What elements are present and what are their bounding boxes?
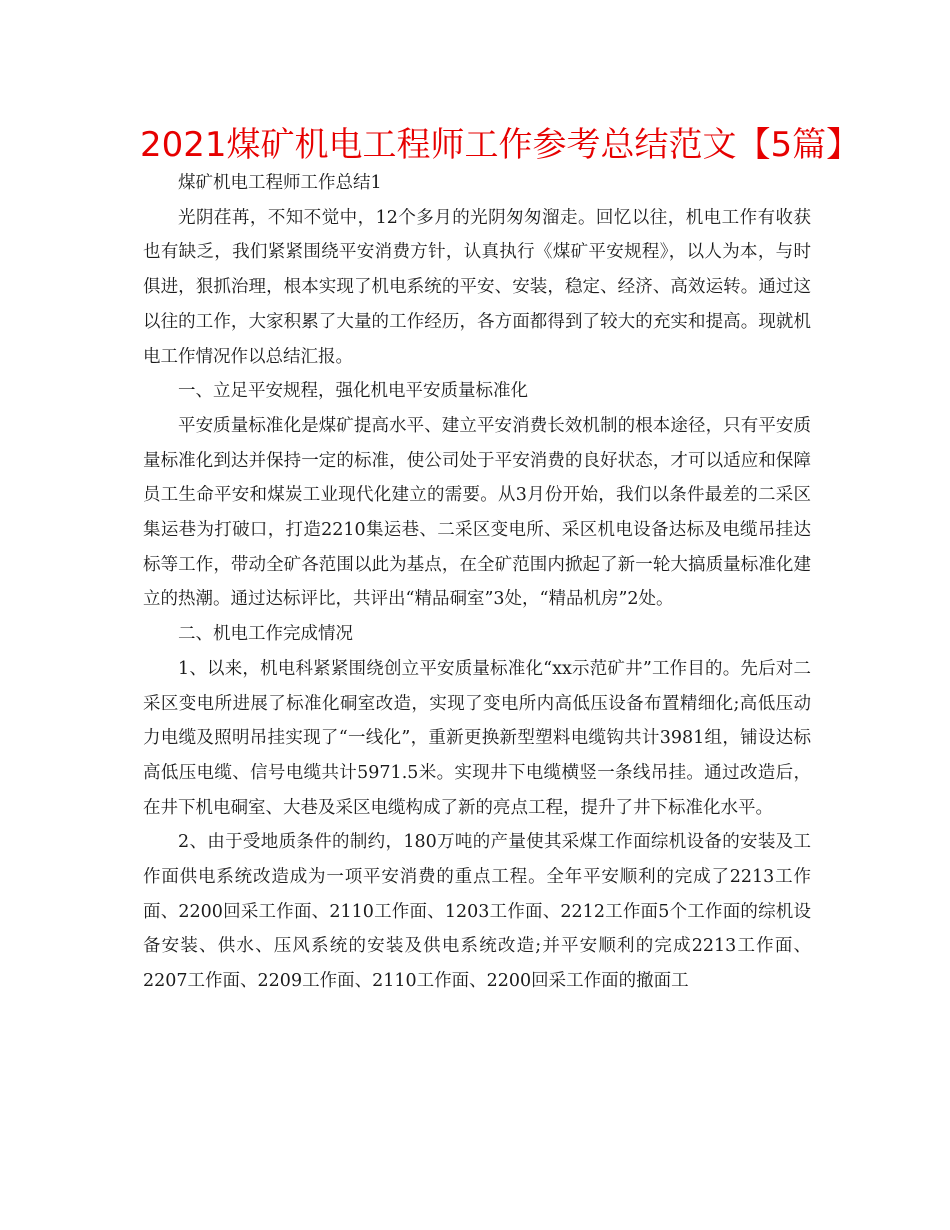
body-paragraph: 光阴荏苒，不知不觉中，12个多月的光阴匆匆溜走。回忆以往，机电工作有收获也有缺乏，我们紧紧围绕平安消费方针，认真执行《煤矿平安规程》，以人为本，与时俱进，狠抓治理，根本实现了机电系统的平安、安装，稳定、经济、高效运转。通过这以往的工作，大家积累了大量的工作经历，各方面都得到了较大的充实和提高。现就机电工作情况作以总结汇报。 (143, 207, 811, 367)
body-paragraph: 2、由于受地质条件的制约，180万吨的产量使其采煤工作面综机设备的安装及工作面供电系统改造成为一项平安消费的重点工程。全年平安顺利的完成了2213工作面、2200回采工作面、2110工作面、1203工作面、2212工作面5个工作面的综机设备安装、供水、压风系统的安装及供电系统改造;并平安顺利的完成2213工作面、2207工作面、2209工作面、2110工作面、2200回采工作面的撤面工 (143, 832, 811, 992)
document-body (143, 166, 811, 999)
body-paragraph: 1、以来，机电科紧紧围绕创立平安质量标准化“xx示范矿井”工作目的。先后对二采区变电所进展了标准化硐室改造，实现了变电所内高低压设备布置精细化;高低压动力电缆及照明吊挂实现了“一线化”，重新更换新型塑料电缆钩共计3981组，铺设达标高低压电缆、信号电缆共计5971.5米。实现井下电缆横竖一条线吊挂。通过改造后，在井下机电硐室、大巷及采区电缆构成了新的亮点工程，提升了井下标准化水平。 (143, 658, 811, 818)
section-heading: 煤矿机电工程师工作总结1 (178, 173, 382, 193)
body-paragraph: 平安质量标准化是煤矿提高水平、建立平安消费长效机制的根本途径，只有平安质量标准化到达并保持一定的标准，使公司处于平安消费的良好状态，才可以适应和保障员工生命平安和煤炭工业现代化建立的需要。从3月份开始，我们以条件最差的二采区集运巷为打破口，打造2210集运巷、二采区变电所、采区机电设备达标及电缆吊挂达标等工作，带动全矿各范围以此为基点，在全矿范围内掀起了新一轮大搞质量标准化建立的热潮。通过达标评比，共评出“精品硐室”3处，“精品机房”2处。 (143, 415, 811, 610)
section-heading: 二、机电工作完成情况 (178, 624, 353, 645)
section-heading: 一、立足平安规程，强化机电平安质量标准化 (178, 381, 528, 402)
document-title: 2021煤矿机电工程师工作参考总结范文【5篇】 (140, 125, 861, 165)
